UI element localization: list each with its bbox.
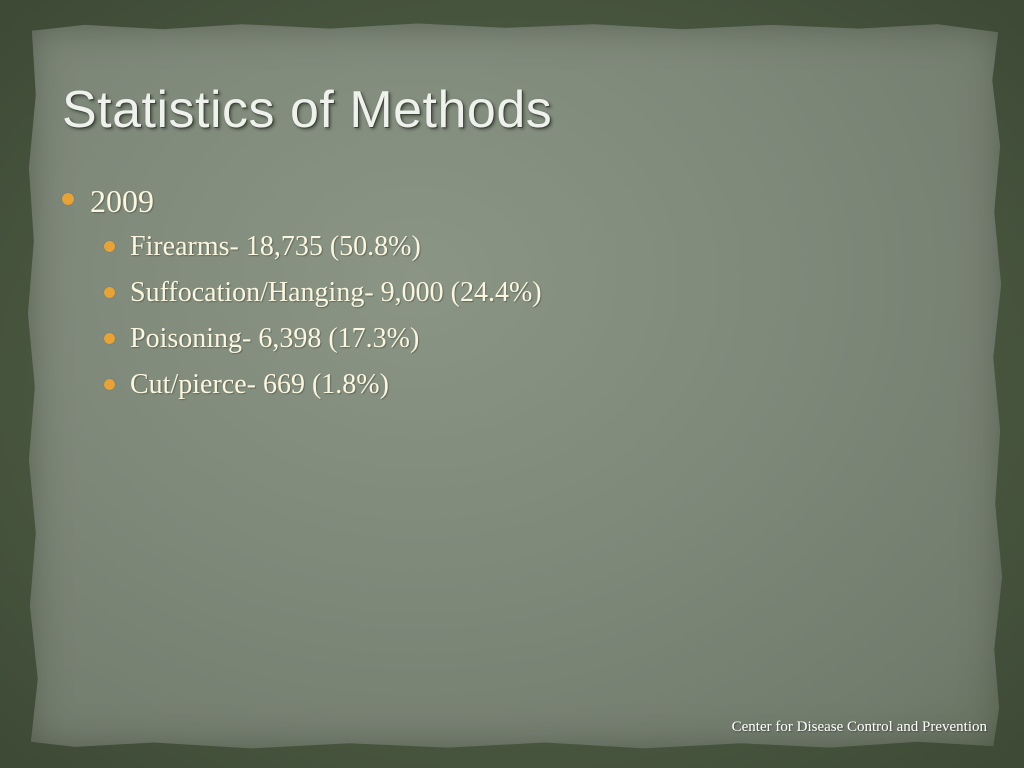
bullet-dot-icon (104, 333, 115, 344)
source-footer: Center for Disease Control and Prevention (731, 719, 987, 735)
bullet-dot-icon (104, 379, 115, 390)
bullet-dot-icon (104, 287, 115, 298)
list-item-label: Suffocation/Hanging- 9,000 (24.4%) (130, 277, 542, 308)
bullet-dot-icon (104, 241, 115, 252)
list-item-label: Firearms- 18,735 (50.8%) (130, 231, 421, 262)
list-item-cut-pierce (104, 362, 962, 408)
list-item-suffocation (104, 270, 962, 316)
bullet-dot-icon (62, 193, 74, 205)
list-item-poisoning (104, 316, 962, 362)
bullet-list (62, 178, 962, 408)
list-item-label: Cut/pierce- 669 (1.8%) (130, 369, 389, 400)
list-item-year (62, 178, 962, 224)
list-item-label: Poisoning- 6,398 (17.3%) (130, 323, 420, 354)
slide-title: Statistics of Methods (62, 81, 553, 139)
list-item-firearms (104, 224, 962, 270)
list-item-label: 2009 (90, 182, 154, 219)
